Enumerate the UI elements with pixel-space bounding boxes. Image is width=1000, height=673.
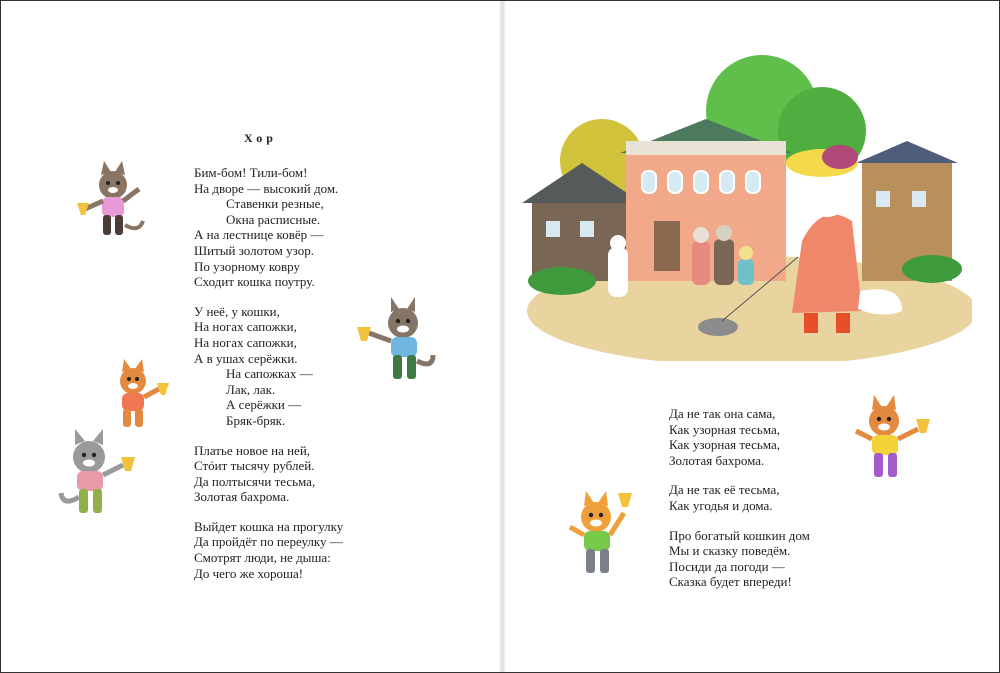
poem-line: На ногах сапожки, <box>194 319 297 335</box>
poem-line: Как узорная тесьма, <box>669 421 780 437</box>
poem-line: Смотрят люди, не дыша: <box>194 550 331 566</box>
stanza <box>194 165 343 290</box>
stanza <box>194 304 343 429</box>
poem-line: Мы и сказку поведём. <box>669 543 791 559</box>
poem-line: Бряк-бряк. <box>226 412 286 428</box>
poem-line: Стóит тысячу рублей. <box>194 458 315 474</box>
poem-line: До чего же хороша! <box>194 565 304 581</box>
poem-line: Платье новое на ней, <box>194 442 311 458</box>
poem-line: Сходит кошка поутру. <box>194 274 315 290</box>
cat-with-bell-icon <box>53 427 141 523</box>
left-page <box>1 1 498 672</box>
poem-title: Хор <box>244 131 277 145</box>
poem-line: А в ушах серёжки. <box>194 350 298 366</box>
cat-lady-and-house-illustration <box>522 51 972 361</box>
poem-line: Да не так её тесьма, <box>669 482 780 498</box>
poem-line: Про богатый кошкин дом <box>669 527 810 543</box>
poem-line: Золотая бахрома. <box>194 489 290 505</box>
stanza <box>669 482 810 513</box>
stanza <box>669 528 810 590</box>
cat-with-bell-icon <box>558 487 648 583</box>
poem-line: У неё, у кошки, <box>194 303 280 319</box>
poem-left <box>194 165 343 595</box>
poem-line: Как угодья и дома. <box>669 497 773 513</box>
poem-line: Как узорная тесьма, <box>669 437 780 453</box>
book-gutter <box>498 1 506 672</box>
poem-line: На сапожках — <box>226 366 313 382</box>
poem-line: А на лестнице ковёр — <box>194 227 324 243</box>
cat-with-bell-icon <box>73 159 153 247</box>
poem-line: Посиди да погоди — <box>669 558 785 574</box>
cat-with-bell-icon <box>353 297 441 391</box>
poem-line: На дворе — высокий дом. <box>194 180 339 196</box>
poem-line: Да пройдёт по переулку — <box>194 534 343 550</box>
poem-line: Выйдет кошка на прогулку <box>194 518 344 534</box>
poem-right <box>669 406 810 604</box>
stanza <box>669 406 810 468</box>
poem-line: Шитый золотом узор. <box>194 242 314 258</box>
stanza <box>194 519 343 581</box>
poem-line: Бим-бом! Тили-бом! <box>194 165 308 180</box>
poem-line: Лак, лак. <box>226 381 276 397</box>
poem-line: Да полтысячи тесьма, <box>194 473 316 489</box>
poem-line: Ставенки резные, <box>226 196 324 212</box>
poem-line: Окна расписные. <box>226 211 321 227</box>
poem-line: По узорному ковру <box>194 258 301 274</box>
right-page <box>506 1 999 672</box>
poem-line: Да не так она сама, <box>669 406 776 421</box>
poem-line: Сказка будет впереди! <box>669 574 792 590</box>
stanza <box>194 443 343 505</box>
cat-with-bell-icon <box>844 395 934 491</box>
poem-line: Золотая бахрома. <box>669 452 765 468</box>
poem-line: А серёжки — <box>226 397 302 413</box>
poem-line: На ногах сапожки, <box>194 334 297 350</box>
